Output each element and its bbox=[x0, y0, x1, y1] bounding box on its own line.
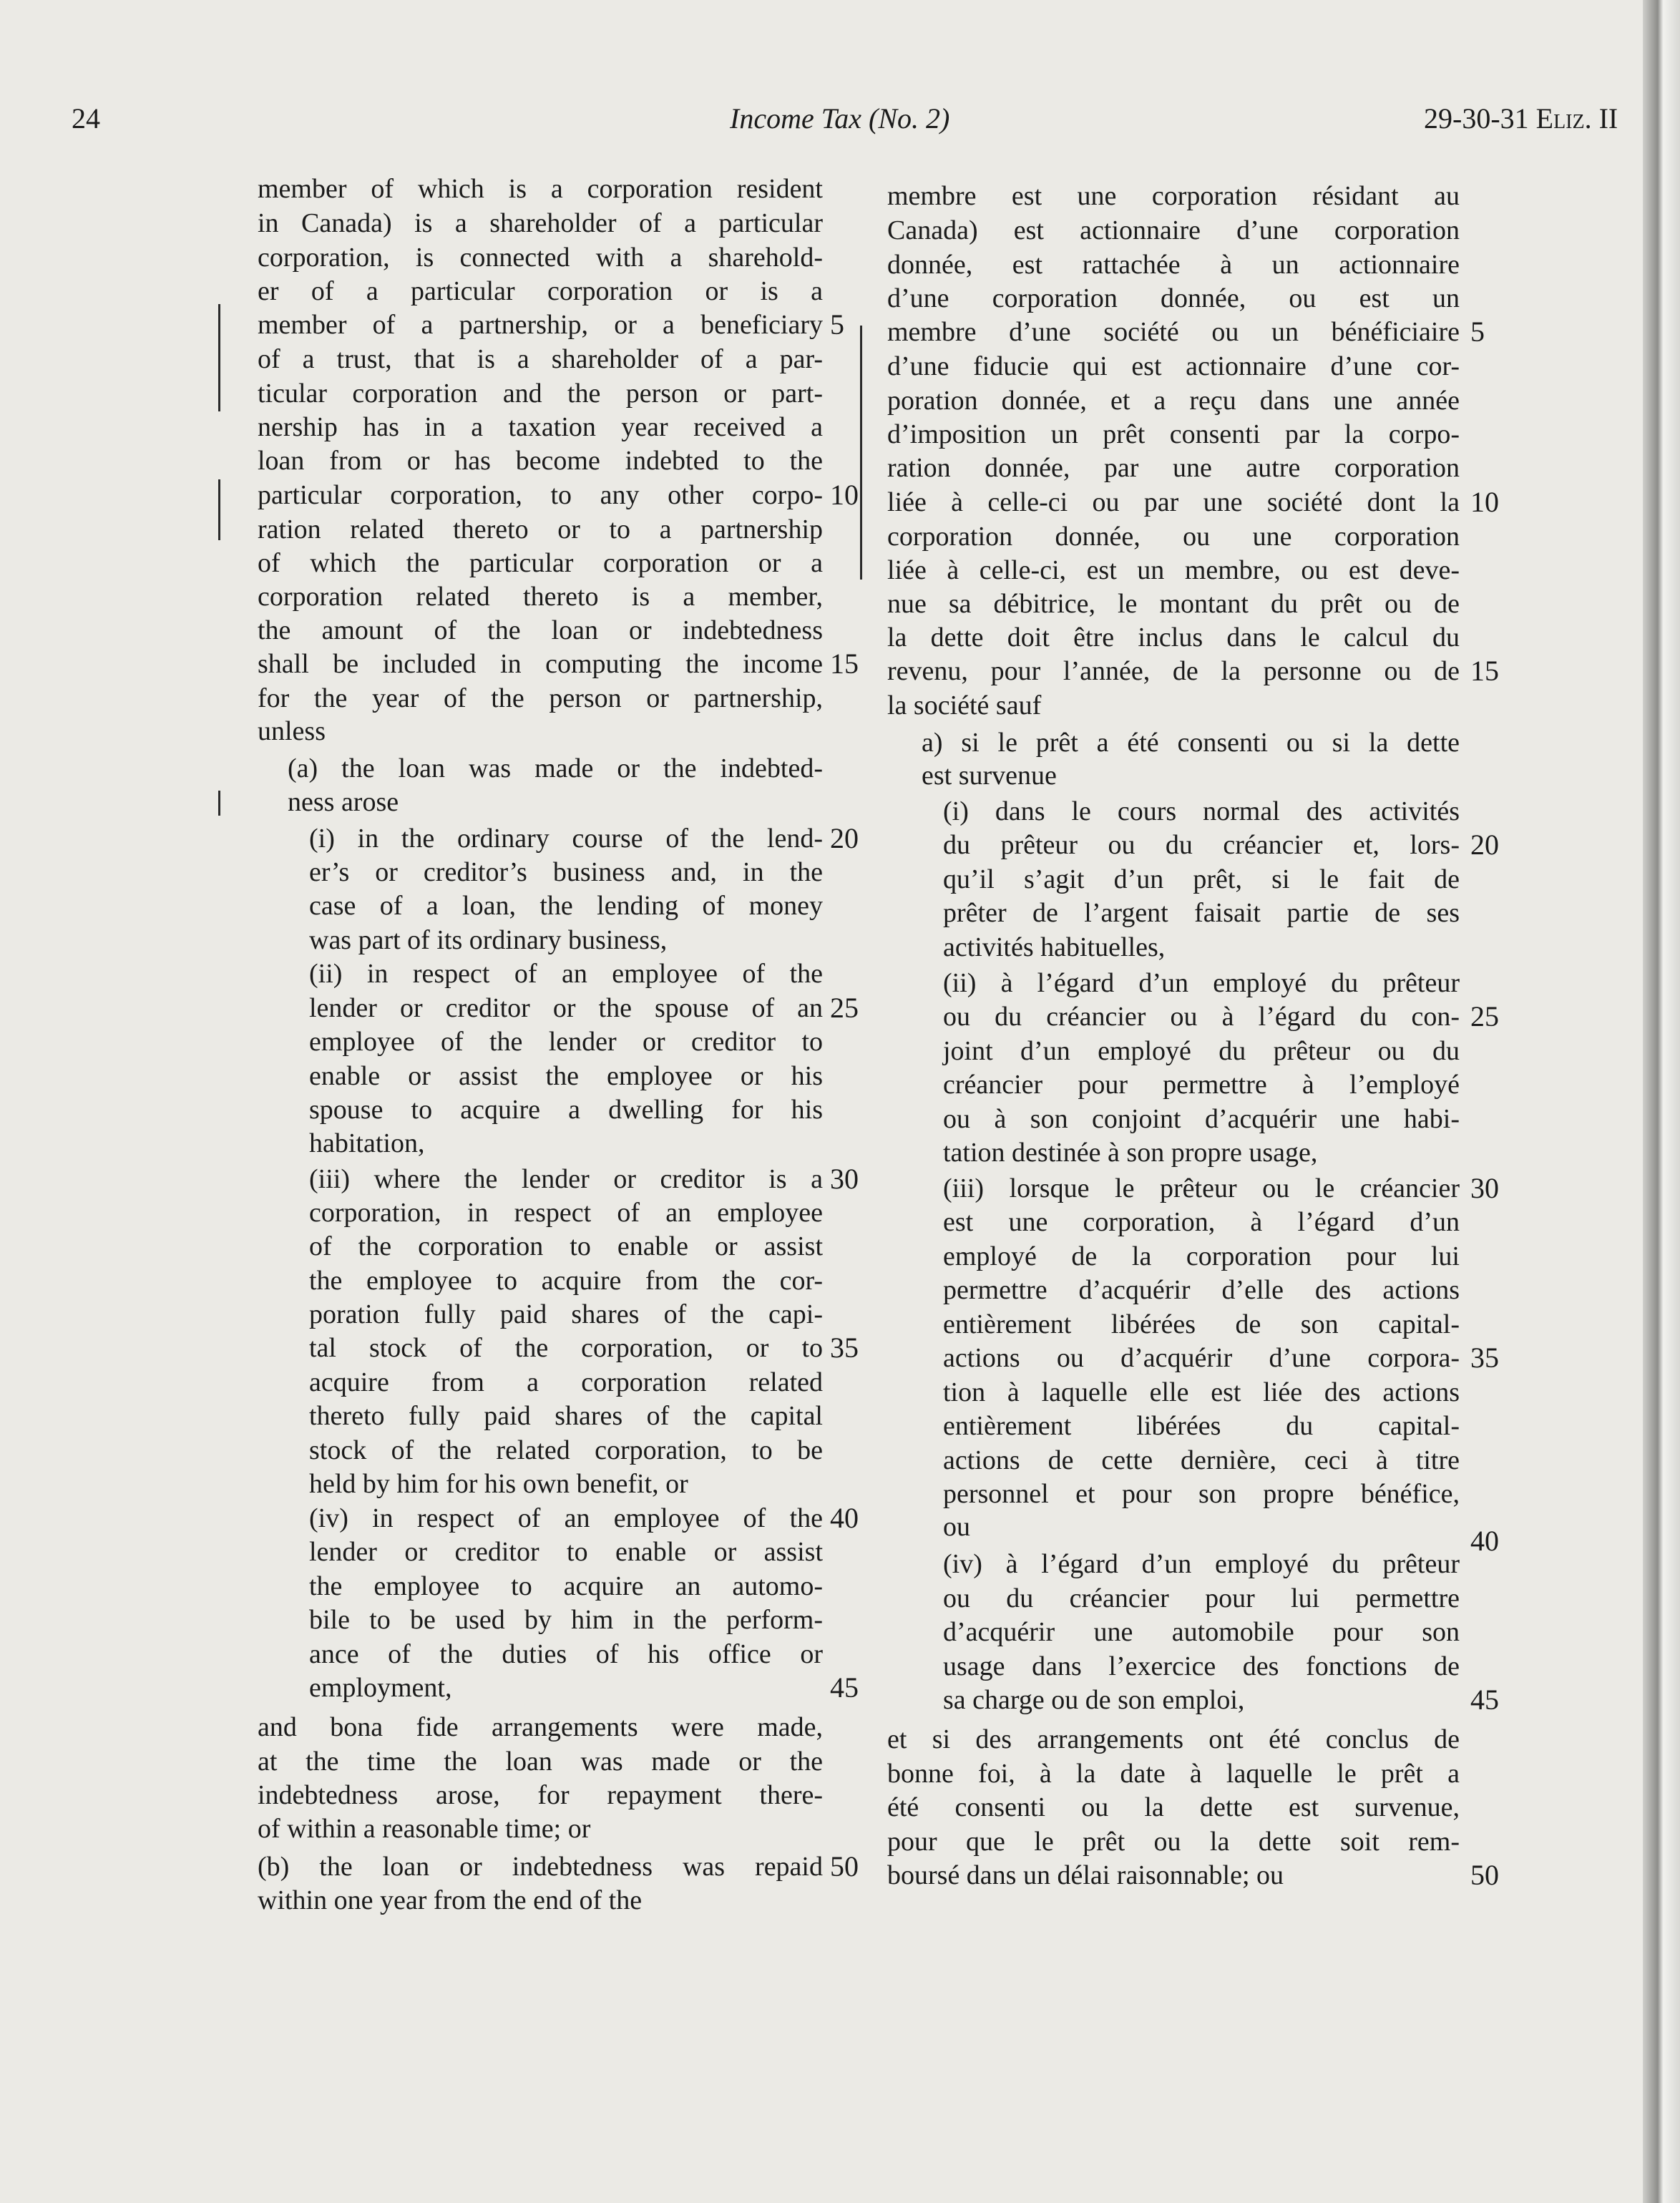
text-line: ticular corporation and the person or part- bbox=[258, 378, 823, 409]
text-line: the employee to acquire from the cor- bbox=[309, 1266, 823, 1296]
line-number: 40 bbox=[1470, 1525, 1499, 1557]
line-number: 35 bbox=[1470, 1342, 1499, 1374]
text-line: la dette doit être inclus dans le calcul du bbox=[887, 622, 1460, 653]
text-line: and bona fide arrangements were made, bbox=[258, 1712, 823, 1742]
text-line: lender or creditor to enable or assist bbox=[309, 1537, 823, 1567]
text-line: et si des arrangements ont été conclus de bbox=[887, 1724, 1460, 1754]
text-line: été consenti ou la dette est survenue, bbox=[887, 1792, 1460, 1822]
text-line: of the corporation to enable or assist bbox=[309, 1231, 823, 1261]
text-line: (a) the loan was made or the indebted- bbox=[288, 753, 823, 783]
text-line: personnel et pour son propre bénéfice, bbox=[943, 1479, 1460, 1509]
line-number: 50 bbox=[1470, 1859, 1499, 1891]
text-line: d’une fiducie qui est actionnaire d’une cor- bbox=[887, 351, 1460, 381]
text-line: donnée, est rattachée à un actionnaire bbox=[887, 250, 1460, 280]
text-line: employment, bbox=[309, 1673, 452, 1703]
text-line: (i) dans le cours normal des activités bbox=[943, 796, 1460, 826]
text-line: nue sa débitrice, le montant du prêt ou de bbox=[887, 589, 1460, 619]
text-line: liée à celle-ci, est un membre, ou est deve- bbox=[887, 555, 1460, 585]
text-line: the amount of the loan or indebtedness bbox=[258, 615, 823, 645]
text-line: joint d’un employé du prêteur ou du bbox=[943, 1036, 1460, 1066]
text-line: sa charge ou de son emploi, bbox=[943, 1685, 1245, 1715]
line-number: 35 bbox=[830, 1332, 859, 1364]
text-line: was part of its ordinary business, bbox=[309, 925, 668, 955]
text-line: of a trust, that is a shareholder of a par- bbox=[258, 344, 823, 374]
text-line: est survenue bbox=[922, 761, 1057, 791]
text-line: (ii) à l’égard d’un employé du prêteur bbox=[943, 968, 1460, 998]
text-line: du prêteur ou du créancier et, lors- bbox=[943, 830, 1460, 860]
line-number: 10 bbox=[830, 479, 859, 511]
text-line: qu’il s’agit d’un prêt, si le fait de bbox=[943, 864, 1460, 894]
text-line: ou du créancier pour lui permettre bbox=[943, 1583, 1460, 1613]
text-line: ou à son conjoint d’acquérir une habi- bbox=[943, 1104, 1460, 1134]
page-edge-shadow bbox=[1643, 0, 1680, 2203]
text-line: case of a loan, the lending of money bbox=[309, 891, 823, 921]
text-line: in Canada) is a shareholder of a particular bbox=[258, 208, 823, 238]
line-number: 50 bbox=[830, 1850, 859, 1882]
text-line: member of which is a corporation resident bbox=[258, 174, 823, 204]
text-line: employé de la corporation pour lui bbox=[943, 1241, 1460, 1271]
text-line: d’imposition un prêt consenti par la corpo- bbox=[887, 419, 1460, 449]
text-line: (i) in the ordinary course of the lend- bbox=[309, 824, 823, 854]
text-line: Canada) est actionnaire d’une corporation bbox=[887, 215, 1460, 245]
text-line: (iv) à l’égard d’un employé du prêteur bbox=[943, 1549, 1460, 1579]
text-line: thereto fully paid shares of the capital bbox=[309, 1401, 823, 1431]
line-number: 25 bbox=[830, 992, 859, 1024]
text-line: corporation, is connected with a sharehold- bbox=[258, 243, 823, 273]
text-line: corporation related thereto is a member, bbox=[258, 582, 823, 612]
text-line: a) si le prêt a été consenti ou si la dette bbox=[922, 728, 1460, 758]
text-line: for the year of the person or partnership, bbox=[258, 683, 823, 713]
text-line: tion à laquelle elle est liée des actions bbox=[943, 1377, 1460, 1407]
text-line: poration fully paid shares of the capi- bbox=[309, 1299, 823, 1329]
text-line: spouse to acquire a dwelling for his bbox=[309, 1095, 823, 1125]
text-line: ou du créancier ou à l’égard du con- bbox=[943, 1002, 1460, 1032]
text-line: held by him for his own benefit, or bbox=[309, 1469, 688, 1499]
text-line: liée à celle-ci ou par une société dont la bbox=[887, 487, 1460, 517]
text-line: la société sauf bbox=[887, 690, 1042, 721]
text-line: er of a particular corporation or is a bbox=[258, 276, 823, 306]
line-number: 25 bbox=[1470, 1000, 1499, 1032]
text-line: d’une corporation donnée, ou est un bbox=[887, 283, 1460, 313]
text-line: member of a partnership, or a beneficiary bbox=[258, 310, 823, 340]
text-line: poration donnée, et a reçu dans une année bbox=[887, 386, 1460, 416]
text-line: employee of the lender or creditor to bbox=[309, 1027, 823, 1057]
text-line: permettre d’acquérir d’elle des actions bbox=[943, 1275, 1460, 1305]
text-line: bonne foi, à la date à laquelle le prêt a bbox=[887, 1759, 1460, 1789]
line-number: 5 bbox=[1470, 316, 1485, 348]
text-line: enable or assist the employee or his bbox=[309, 1061, 823, 1091]
running-title: Income Tax (No. 2) bbox=[730, 102, 950, 135]
page-number: 24 bbox=[72, 102, 100, 135]
text-line: loan from or has become indebted to the bbox=[258, 446, 823, 476]
text-line: acquire from a corporation related bbox=[309, 1367, 823, 1397]
regnal-year: 29-30-31 Eliz. II bbox=[1424, 102, 1618, 135]
line-number: 30 bbox=[1470, 1172, 1499, 1204]
text-line: tal stock of the corporation, or to bbox=[309, 1333, 823, 1363]
text-line: ness arose bbox=[288, 787, 399, 817]
text-line: usage dans l’exercice des fonctions de bbox=[943, 1651, 1460, 1681]
text-line: particular corporation, to any other corpo- bbox=[258, 480, 823, 510]
text-line: (b) the loan or indebtedness was repaid bbox=[258, 1852, 823, 1882]
text-line: bile to be used by him in the perform- bbox=[309, 1605, 823, 1635]
text-line: unless bbox=[258, 716, 326, 746]
change-bar bbox=[218, 304, 220, 411]
text-line: boursé dans un délai raisonnable; ou bbox=[887, 1860, 1284, 1890]
line-number: 45 bbox=[1470, 1684, 1499, 1716]
line-number: 40 bbox=[830, 1502, 859, 1534]
text-line: tation destinée à son propre usage, bbox=[943, 1138, 1318, 1168]
text-line: d’acquérir une automobile pour son bbox=[943, 1617, 1460, 1647]
text-line: the employee to acquire an automo- bbox=[309, 1571, 823, 1601]
change-bar bbox=[218, 791, 220, 816]
change-bar bbox=[860, 326, 862, 580]
text-line: (iv) in respect of an employee of the bbox=[309, 1503, 823, 1533]
line-number: 15 bbox=[830, 648, 859, 680]
text-line: ration related thereto or to a partnership bbox=[258, 514, 823, 544]
text-line: actions ou d’acquérir d’une corpora- bbox=[943, 1343, 1460, 1373]
text-line: ou bbox=[943, 1512, 970, 1542]
text-line: at the time the loan was made or the bbox=[258, 1747, 823, 1777]
text-line: (iii) where the lender or creditor is a bbox=[309, 1164, 823, 1194]
text-line: (iii) lorsque le prêteur ou le créancier bbox=[943, 1173, 1460, 1203]
line-number: 20 bbox=[1470, 829, 1499, 861]
text-line: lender or creditor or the spouse of an bbox=[309, 993, 823, 1023]
text-line: entièrement libérées du capital- bbox=[943, 1411, 1460, 1441]
text-line: corporation donnée, ou une corporation bbox=[887, 522, 1460, 552]
text-line: stock of the related corporation, to be bbox=[309, 1435, 823, 1465]
change-bar bbox=[218, 479, 220, 540]
text-line: activités habituelles, bbox=[943, 932, 1166, 962]
text-line: indebtedness arose, for repayment there- bbox=[258, 1780, 823, 1810]
line-number: 15 bbox=[1470, 655, 1499, 687]
text-line: er’s or creditor’s business and, in the bbox=[309, 857, 823, 887]
text-line: ration donnée, par une autre corporation bbox=[887, 453, 1460, 483]
text-line: of which the particular corporation or a bbox=[258, 548, 823, 578]
text-line: pour que le prêt ou la dette soit rem- bbox=[887, 1827, 1460, 1857]
line-number: 20 bbox=[830, 822, 859, 854]
text-line: prêter de l’argent faisait partie de ses bbox=[943, 898, 1460, 928]
text-line: shall be included in computing the income bbox=[258, 649, 823, 679]
text-line: revenu, pour l’année, de la personne ou de bbox=[887, 656, 1460, 686]
text-line: ance of the duties of his office or bbox=[309, 1639, 823, 1669]
line-number: 30 bbox=[830, 1163, 859, 1195]
text-line: est une corporation, à l’égard d’un bbox=[943, 1207, 1460, 1237]
line-number: 45 bbox=[830, 1671, 859, 1704]
text-line: (ii) in respect of an employee of the bbox=[309, 959, 823, 989]
text-line: entièrement libérées de son capital- bbox=[943, 1309, 1460, 1339]
text-line: corporation, in respect of an employee bbox=[309, 1198, 823, 1228]
text-line: actions de cette dernière, ceci à titre bbox=[943, 1445, 1460, 1475]
text-line: membre d’une société ou un bénéficiaire bbox=[887, 317, 1460, 347]
line-number: 10 bbox=[1470, 486, 1499, 518]
text-line: within one year from the end of the bbox=[258, 1885, 643, 1915]
text-line: habitation, bbox=[309, 1128, 425, 1158]
line-number: 5 bbox=[830, 308, 844, 341]
text-line: créancier pour permettre à l’employé bbox=[943, 1070, 1460, 1100]
text-line: of within a reasonable time; or bbox=[258, 1814, 591, 1844]
text-line: membre est une corporation résidant au bbox=[887, 181, 1460, 211]
text-line: nership has in a taxation year received a bbox=[258, 412, 823, 442]
